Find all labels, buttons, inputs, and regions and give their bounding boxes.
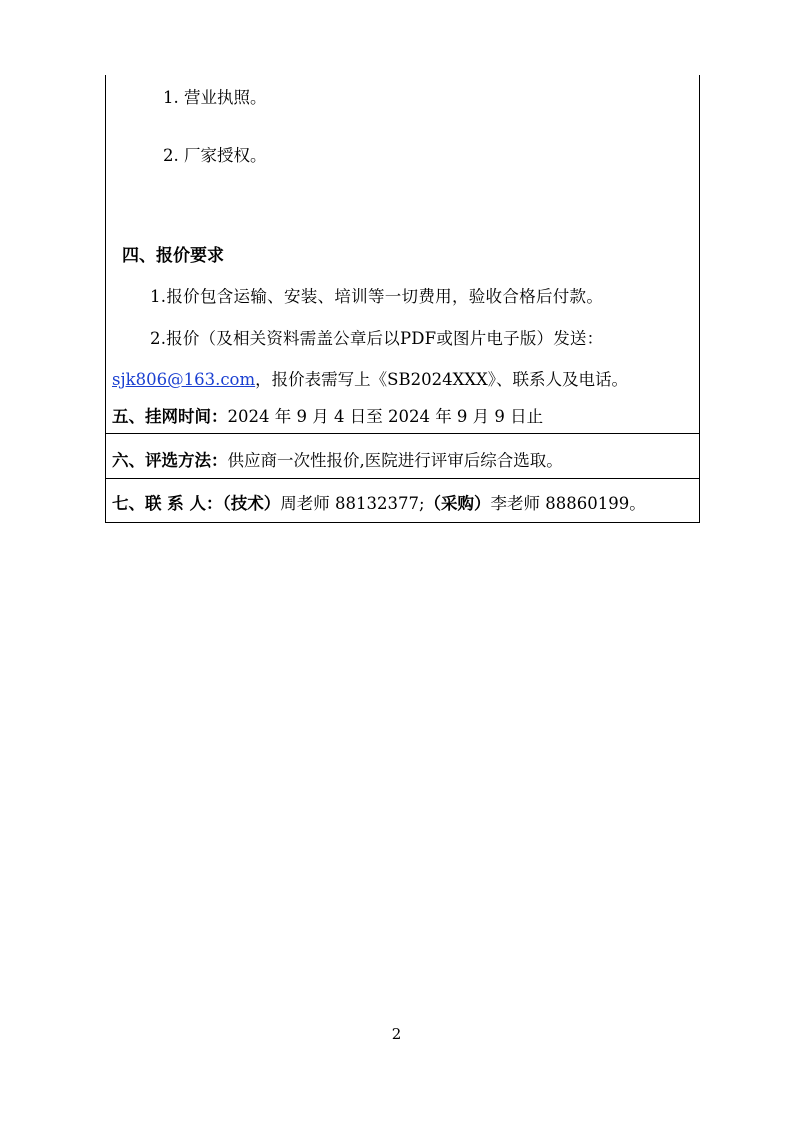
page-number: 2 — [391, 1025, 402, 1043]
quotation-email-line — [112, 369, 628, 391]
contact-purchase-label: （采购） — [424, 494, 491, 513]
contact-tech-value: 周老师 88132377; — [280, 494, 425, 513]
evaluation-method-row — [112, 450, 563, 472]
posting-time-label: 五、挂网时间： — [112, 407, 228, 426]
email-link[interactable]: sjk806@163.com — [112, 370, 256, 389]
contact-tech-label: （技术） — [222, 494, 281, 513]
contact-purchase-value: 李老师 88860199。 — [490, 494, 646, 513]
quotation-requirement-1: 1.报价包含运输、安装、培训等一切费用，验收合格后付款。 — [150, 287, 604, 306]
evaluation-method-label: 六、评选方法： — [112, 451, 228, 470]
row-divider-6 — [106, 478, 699, 479]
quotation-requirement-2: 2.报价（及相关资料需盖公章后以PDF或图片电子版）发送： — [150, 329, 604, 348]
contact-label: 七、联 系 人： — [112, 494, 223, 513]
quotation-requirement-3: ，报价表需写上《SB2024XXX》、联系人及电话。 — [255, 370, 629, 389]
contact-row — [112, 493, 646, 515]
evaluation-method-value: 供应商一次性报价,医院进行评审后综合选取。 — [227, 451, 563, 470]
list-item-manufacturer-authorization: 2. 厂家授权。 — [163, 146, 267, 165]
posting-time-value: 2024 年 9 月 4 日至 2024 年 9 月 9 日止 — [227, 407, 544, 426]
row-divider-5 — [106, 433, 699, 434]
posting-time-row — [112, 406, 543, 428]
list-item-business-license: 1. 营业执照。 — [163, 88, 267, 107]
section-heading-quotation-requirements: 四、报价要求 — [122, 246, 224, 266]
